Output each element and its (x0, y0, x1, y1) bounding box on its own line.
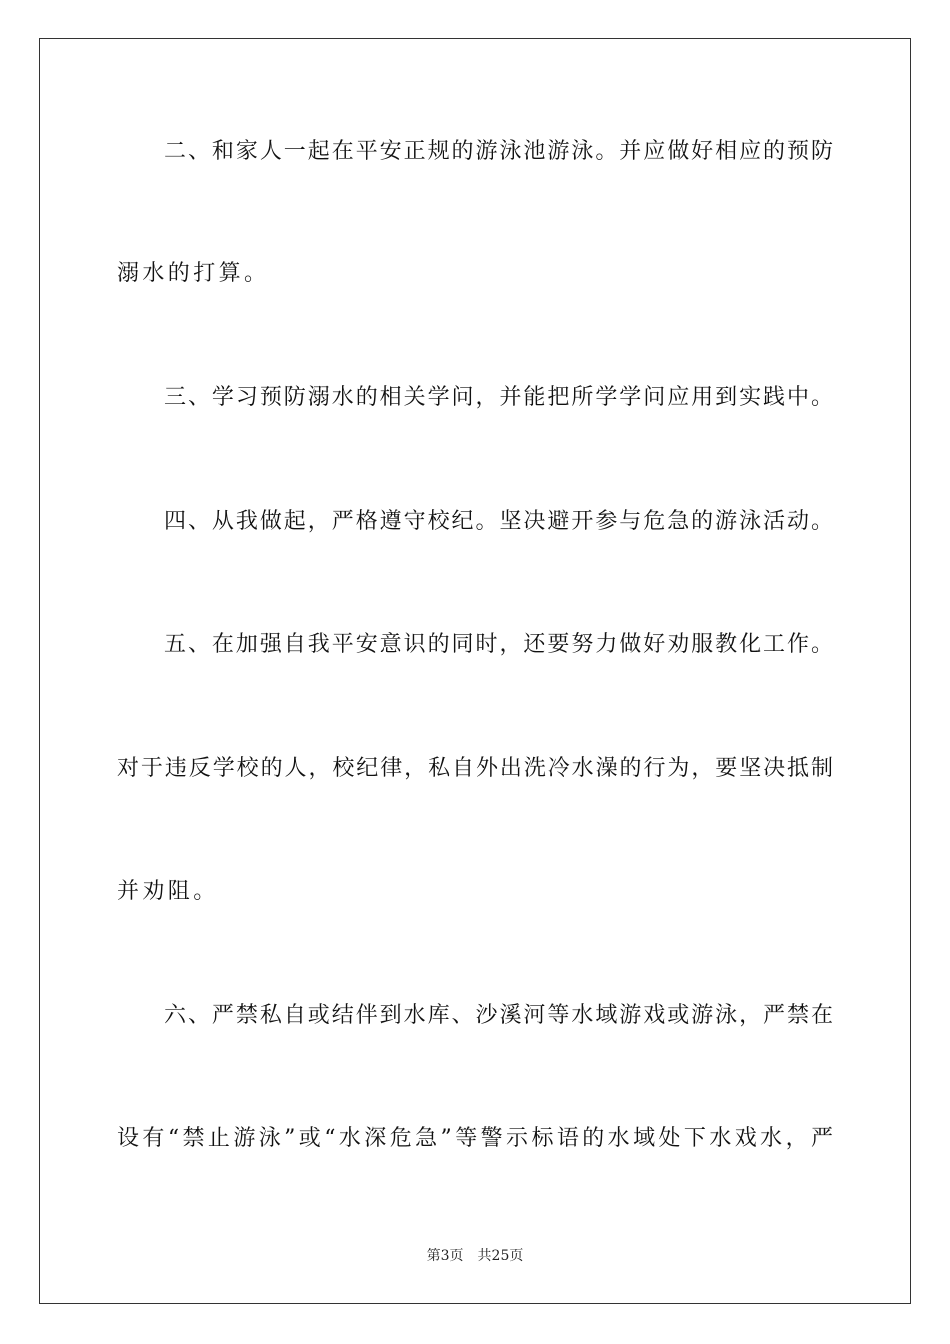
page-footer (0, 1246, 950, 1266)
paragraph-line-9: 设有“禁止游泳”或“水深危急”等警示标语的水域处下水戏水，严 (117, 1126, 833, 1151)
paragraph-line-2: 溺水的打算。 (117, 261, 270, 286)
page-frame (39, 38, 911, 1304)
page-number: 第3页 (426, 1248, 464, 1264)
paragraph-line-6: 对于违反学校的人，校纪律，私自外出洗冷水澡的行为，要坚决抵制 (117, 756, 833, 781)
paragraph-line-4: 四、从我做起，严格遵守校纪。坚决避开参与危急的游泳活动。 (164, 509, 833, 534)
paragraph-line-5: 五、在加强自我平安意识的同时，还要努力做好劝服教化工作。 (164, 632, 833, 657)
page-total: 共25页 (477, 1248, 524, 1264)
paragraph-line-7: 并劝阻。 (117, 879, 219, 904)
paragraph-line-3: 三、学习预防溺水的相关学问，并能把所学学问应用到实践中。 (164, 385, 833, 410)
paragraph-line-1: 二、和家人一起在平安正规的游泳池游泳。并应做好相应的预防 (164, 139, 833, 164)
paragraph-line-8: 六、严禁私自或结伴到水库、沙溪河等水域游戏或游泳，严禁在 (164, 1003, 833, 1028)
